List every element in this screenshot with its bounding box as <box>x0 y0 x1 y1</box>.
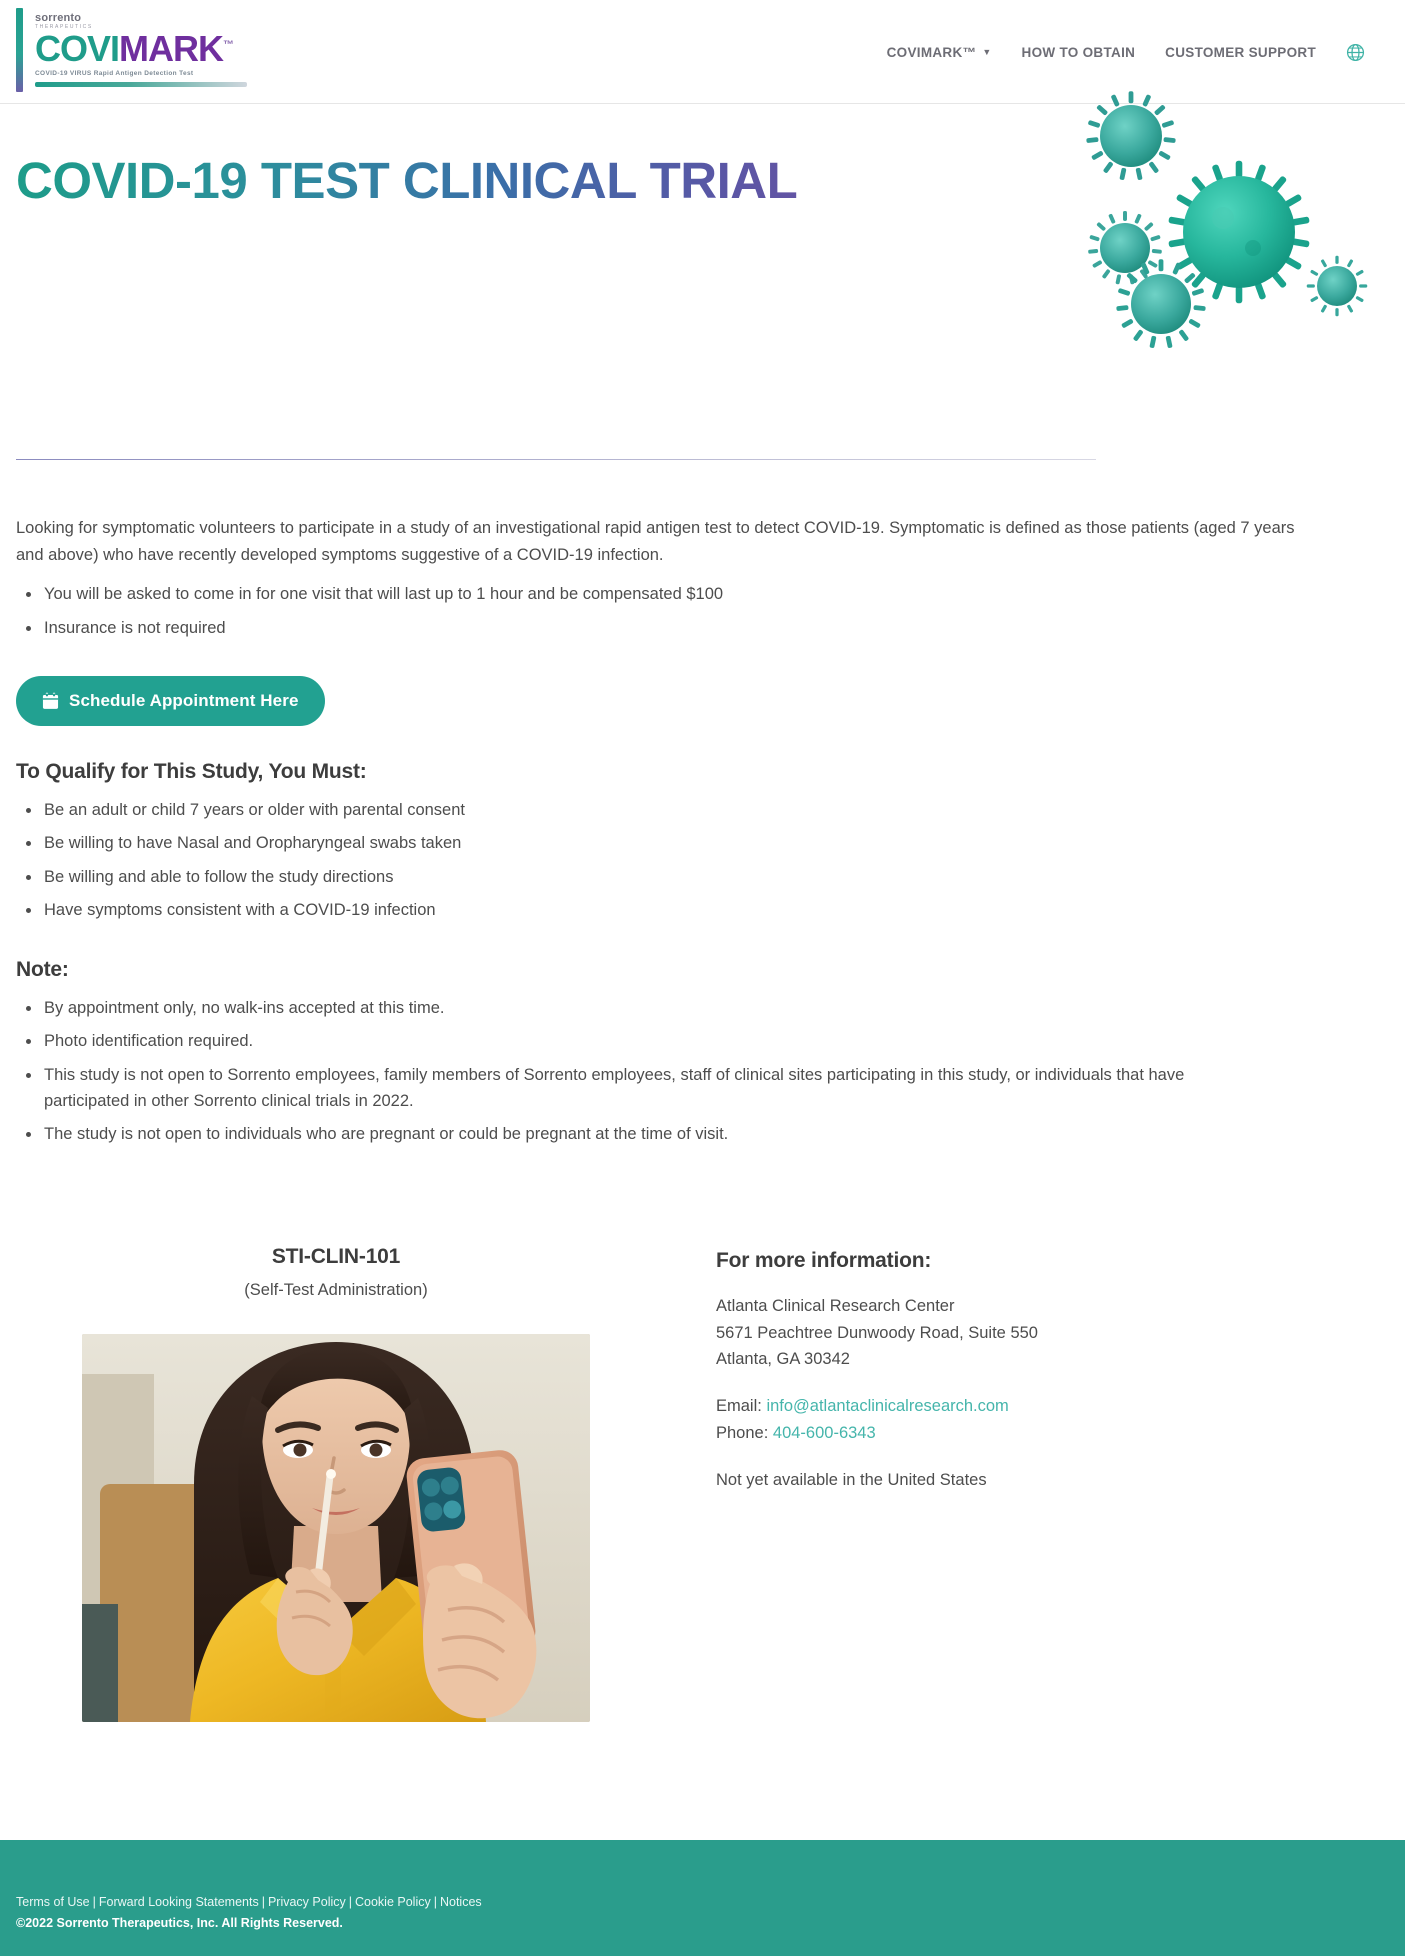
globe-icon[interactable] <box>1346 43 1365 62</box>
list-item: Be willing and able to follow the study directions <box>16 865 1346 891</box>
self-test-photo <box>82 1334 590 1722</box>
contact-phone-link[interactable]: 404-600-6343 <box>772 1423 876 1442</box>
contact-email-link[interactable]: info@atlantaclinicalresearch.com <box>766 1397 1009 1416</box>
covimark-logo[interactable] <box>16 8 247 92</box>
list-item: Be willing to have Nasal and Oropharyngeal swabs taken <box>16 831 1346 857</box>
bottom-section <box>16 1245 1356 1722</box>
list-item: This study is not open to Sorrento employees, family members of Sorrento employees, staff of clinical sites participating in this study, or individuals that have participated in other Sorrento clinical trials in 2022. <box>16 1063 1226 1114</box>
nav-item-covimark-label: COVIMARK™ <box>886 44 977 60</box>
schedule-appointment-button-label: Schedule Appointment Here <box>69 690 299 710</box>
page-title: COVID-19 TEST CLINICAL TRIAL <box>16 152 876 211</box>
main-content <box>16 515 1346 1156</box>
contact-org: Atlanta Clinical Research Center <box>716 1297 955 1315</box>
footer-link-forward-looking-statements[interactable]: Forward Looking Statements <box>98 1895 259 1909</box>
logo-underline-bar <box>35 82 247 87</box>
logo-tagline: COVID-19 VIRUS Rapid Antigen Detection Test <box>35 70 194 78</box>
note-bullet-list <box>16 996 1346 1148</box>
note-heading: Note: <box>16 957 69 981</box>
footer-separator: | <box>433 1895 437 1909</box>
list-item: Photo identification required. <box>16 1029 1346 1055</box>
logo-wordmark-covi: COVI <box>35 28 120 70</box>
nav-item-customer-support[interactable] <box>1165 45 1316 60</box>
contact-heading: For more information: <box>716 1249 932 1272</box>
intro-bullet-list <box>16 582 1346 641</box>
footer-link-terms-of-use[interactable]: Terms of Use <box>16 1895 90 1909</box>
logo-wordmark <box>35 28 247 70</box>
contact-email-label: Email: <box>716 1397 762 1416</box>
nav-item-how-to-obtain[interactable] <box>1022 45 1136 60</box>
coronavirus-illustration <box>1069 86 1369 356</box>
study-code: STI-CLIN-101 <box>271 1245 401 1268</box>
contact-methods-block <box>716 1393 1316 1446</box>
nav-item-covimark[interactable] <box>887 45 992 60</box>
chevron-down-icon: ▼ <box>982 47 992 57</box>
list-item: Have symptoms consistent with a COVID-19 infection <box>16 898 1346 924</box>
site-footer <box>0 1840 1405 1956</box>
qualify-bullet-list <box>16 798 1346 924</box>
list-item: You will be asked to come in for one visit that will last up to 1 hour and be compensated $100 <box>16 582 1346 608</box>
nav-item-how-to-obtain-label: HOW TO OBTAIN <box>1021 44 1136 60</box>
logo-sorrento-label: sorrento <box>35 11 82 24</box>
schedule-appointment-button[interactable] <box>16 676 325 726</box>
contact-address-line1: 5671 Peachtree Dunwoody Road, Suite 550 <box>716 1323 1038 1342</box>
logo-trademark: ™ <box>223 39 233 52</box>
intro-paragraph: Looking for symptomatic volunteers to participate in a study of an investigational rapid antigen test to detect COVID-19. Symptomatic is defined as those patients (aged 7 years and above) who have recently developed symptoms suggestive of a COVID-19 infection. <box>16 519 1295 564</box>
availability-note: Not yet available in the United States <box>716 1470 987 1489</box>
footer-separator: | <box>348 1895 352 1909</box>
logo-sorrento-sub: THERAPEUTICS <box>35 24 93 31</box>
list-item: The study is not open to individuals who are pregnant or could be pregnant at the time of visit. <box>16 1122 1346 1148</box>
list-item: Be an adult or child 7 years or older with parental consent <box>16 798 1346 824</box>
list-item: Insurance is not required <box>16 616 1346 642</box>
list-item: By appointment only, no walk-ins accepted at this time. <box>16 996 1346 1022</box>
contact-email-row <box>716 1393 1316 1420</box>
calendar-icon <box>42 692 59 710</box>
hero-section <box>0 104 1405 374</box>
footer-separator: | <box>261 1895 265 1909</box>
footer-link-cookie-policy[interactable]: Cookie Policy <box>355 1895 431 1909</box>
footer-separator: | <box>92 1895 96 1909</box>
study-subtitle: (Self-Test Administration) <box>244 1281 428 1299</box>
qualify-heading: To Qualify for This Study, You Must: <box>16 759 367 783</box>
self-test-photo-graphic <box>82 1334 590 1722</box>
contact-phone-row <box>716 1420 1316 1447</box>
logo-wordmark-mark: MARK <box>119 28 223 70</box>
contact-address-line2: Atlanta, GA 30342 <box>716 1350 850 1369</box>
contact-panel <box>656 1245 1316 1722</box>
footer-link-privacy-policy[interactable]: Privacy Policy <box>267 1895 346 1909</box>
hero-divider <box>16 459 1096 460</box>
study-panel <box>16 1245 656 1722</box>
footer-copyright: ©2022 Sorrento Therapeutics, Inc. All Rights Reserved. <box>16 1916 343 1931</box>
footer-link-row <box>16 1892 1389 1913</box>
footer-link-notices[interactable]: Notices <box>439 1895 482 1909</box>
contact-phone-label: Phone: <box>716 1423 769 1442</box>
nav-item-customer-support-label: CUSTOMER SUPPORT <box>1165 44 1316 60</box>
logo-accent-bar <box>16 8 23 92</box>
contact-address-block <box>716 1293 1316 1373</box>
availability-block <box>716 1467 1316 1494</box>
